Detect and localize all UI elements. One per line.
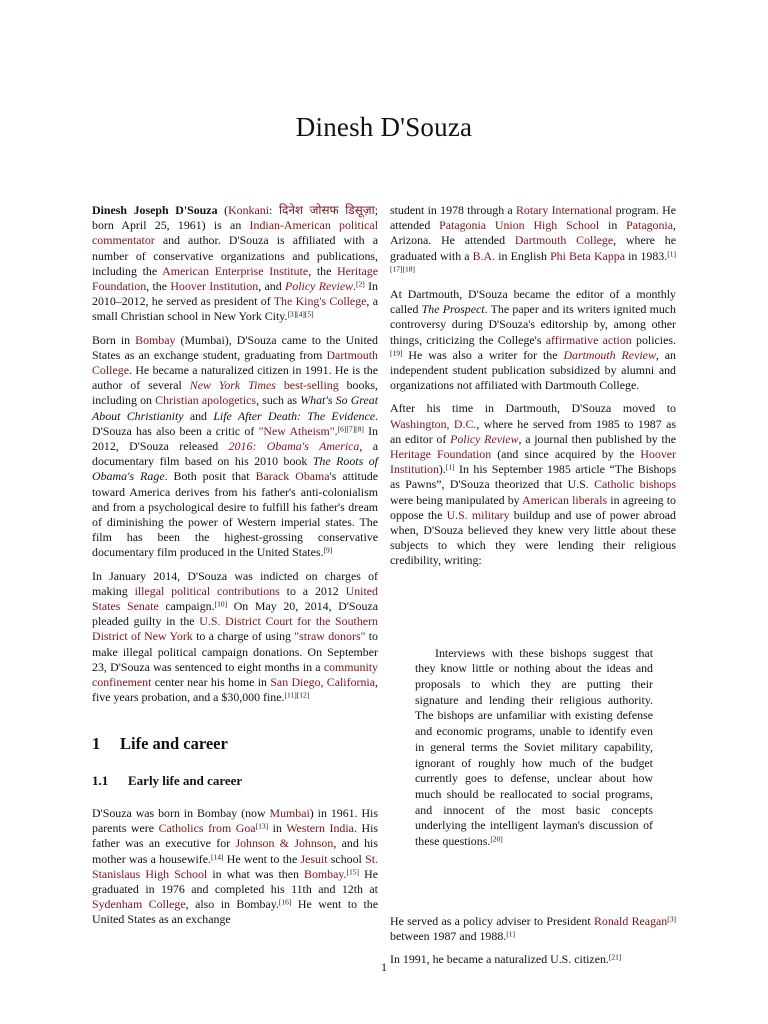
citation[interactable]: [9]: [323, 545, 333, 555]
citation[interactable]: [6][7][8]: [337, 424, 364, 434]
link-bombay-2[interactable]: Bombay: [304, 866, 344, 881]
link-heritage-foundation-2[interactable]: Heritage Foundation: [390, 447, 492, 462]
link-policy-review-2[interactable]: Policy Review: [450, 431, 519, 446]
education-paragraph: student in 1978 through a Rotary International program. He attended Patagonia Union High School in Patagonia, Arizona. He attended Dartmouth College, where he graduated with a B.A. in English Phi Beta Kappa in 1983.[1][17][18]: [390, 203, 676, 274]
citation[interactable]: [2]: [356, 279, 365, 289]
dartmouth-paragraph: At Dartmouth, D'Souza became the editor of a monthly called The Prospect. The paper and its writers ignited much controversy during D'Souza's editorship by, among other things, criticizing the College's affirmative action policies.[19] He was also a writer for the Dartmouth Review, an independent student publication subsidized by alumni and organizations not affiliated with Dartmouth College.: [390, 287, 677, 393]
link-ronald-reagan[interactable]: Ronald Reagan: [593, 913, 668, 928]
link-nyt[interactable]: New York Times: [189, 378, 276, 393]
bio-paragraph: Born in Bombay (Mumbai), D'Souza came to the United States as an exchange student, graduating from Dartmouth College. He became a naturalized citizen in 1991. He is the author of several New York Times best-selling books, including on Christian apologetics, such as What's So Great About Christianity and Life After Death: The Evidence. D'Souza has also been a critic of "New Atheism".[6][7][8] In 2012, D'Souza released 2016: Obama's America, a documentary film based on his 2010 book The Roots of Obama's Rage. Both posit that Barack Obama's attitude toward America derives from his father's anti-colonialism and from a psychological desire to fulfill his father's dream of diminishing the power of Western imperial states. The film has been the highest-grossing conservative documentary film produced in the United States.[9]: [92, 332, 378, 560]
link-hoover-institution-2[interactable]: Hoover Institution: [390, 447, 677, 477]
washington-paragraph: After his time in Dartmouth, D'Souza moved to Washington, D.C., where he served from 1985 to 1987 as an editor of Policy Review, a journal then published by the Heritage Foundation (and since acquired by the Hoover Institution).[1] In his September 1985 article “The Bishops as Pawns”, D'Souza theorized that U.S. Catholic bishops were being manipulated by American liberals in agreeing to oppose the U.S. military buildup and use of power abroad when, D'Souza believed they knew very little about these subjects to which they were lending their religious credibility, writing:: [390, 401, 677, 568]
citation[interactable]: [20]: [490, 834, 503, 844]
citation[interactable]: [14]: [211, 852, 224, 862]
subsection-heading: 1.1 Early life and career: [92, 772, 243, 788]
citation[interactable]: [19]: [390, 348, 403, 358]
citizenship-paragraph: In 1991, he became a naturalized U.S. citizen.[21]: [390, 952, 622, 967]
link-hoover-institution[interactable]: Hoover Institution: [170, 279, 259, 294]
link-district-court[interactable]: U.S. District Court for the Southern District of New York: [92, 614, 378, 644]
citation[interactable]: [15]: [346, 867, 360, 877]
link-patagonia-hs[interactable]: Patagonia Union High School: [439, 218, 600, 233]
citation[interactable]: [13]: [255, 821, 269, 831]
legal-paragraph: In January 2014, D'Souza was indicted on charges of making illegal political contributions to a 2012 United States Senate campaign.[10] On May 20, 2014, D'Souza pleaded guilty in the U.S. District Court for the Southern District of New York to a charge of using "straw donors" to make illegal political campaign donations. On September 23, D'Souza was sentenced to eight months in a community confinement center near his home in San Diego, California, five years probation, and a $30,000 fine.[11][12]: [92, 568, 378, 705]
link-policy-review[interactable]: Policy Review: [285, 279, 354, 294]
link-us-military[interactable]: U.S. military: [446, 507, 510, 522]
link-bombay[interactable]: Bombay: [135, 332, 176, 347]
intro-paragraph: Dinesh Joseph D'Souza (Konkani: दिनेश जोसफ डिसूज़ा; born April 25, 1961) is an Indian-American political commentator and author. D'Souza is affiliated with a number of conservative organizations and publications, including the American Enterprise Institute, the Heritage Foundation, the Hoover Institution, and Policy Review.[2] In 2010–2012, he served as president of The King's College, a small Christian school in New York City.[3][4][5]: [92, 203, 379, 324]
early-life-paragraph: D'Souza was born in Bombay (now Mumbai) in 1961. His parents were Catholics from Goa[13] in Western India. His father was an executive for Johnson & Johnson, and his mother was a housewife.[14] He went to the Jesuit school St. Stanislaus High School in what was then Bombay.[15] He graduated in 1976 and completed his 11th and 12th at Sydenham College, also in Bombay.[16] He went to the United States as an exchange: [92, 805, 379, 927]
link-kings-college[interactable]: The King's College: [273, 294, 367, 309]
link-affirmative-action[interactable]: affirmative action: [545, 332, 632, 347]
right-column: [390, 203, 676, 975]
link-ba[interactable]: B.A.: [472, 248, 496, 263]
link-dartmouth-review[interactable]: Dartmouth Review: [563, 347, 656, 362]
link-indian-american[interactable]: Indian-American: [249, 218, 331, 233]
link-phi-beta-kappa[interactable]: Phi Beta Kappa: [550, 248, 625, 263]
link-jesuit[interactable]: Jesuit: [300, 851, 328, 866]
link-rotary[interactable]: Rotary International: [515, 203, 613, 217]
citation[interactable]: [1]: [506, 929, 515, 939]
link-us-senate[interactable]: United States Senate: [92, 583, 378, 614]
link-new-atheism[interactable]: "New Atheism": [258, 423, 335, 438]
citation[interactable]: [10]: [214, 599, 228, 609]
link-native-name[interactable]: दिनेश जोसफ डिसूज़ा: [278, 203, 375, 217]
link-dartmouth-college-2[interactable]: Dartmouth College: [514, 233, 614, 248]
citation[interactable]: [3]: [667, 914, 676, 924]
citation[interactable]: [21]: [608, 952, 622, 962]
left-column: [92, 203, 378, 936]
link-illegal-contributions[interactable]: illegal political contributions: [134, 583, 280, 598]
link-konkani[interactable]: Konkani: [228, 203, 270, 217]
link-2016-obamas-america[interactable]: 2016: Obama's America: [228, 439, 360, 454]
citation[interactable]: [11][12]: [284, 690, 310, 700]
link-dartmouth-college[interactable]: Dartmouth College: [92, 347, 378, 378]
link-barack-obama[interactable]: Barack Obama: [255, 469, 330, 484]
link-st-stanislaus[interactable]: St. Stanislaus High School: [92, 851, 378, 881]
link-mumbai[interactable]: Mumbai: [269, 805, 310, 820]
page-number: 1: [381, 960, 387, 974]
citation[interactable]: [16]: [278, 897, 292, 907]
link-aei[interactable]: American Enterprise Institute: [162, 263, 309, 278]
link-heritage-foundation[interactable]: Heritage Foundation: [92, 263, 378, 294]
citation[interactable]: [1][17][18]: [390, 249, 676, 274]
link-washington-dc[interactable]: Washington, D.C.: [390, 416, 477, 431]
citation[interactable]: [1]: [445, 462, 455, 472]
link-christian-apologetics[interactable]: Christian apologetics: [155, 393, 257, 408]
section-heading: 1 Life and career: [92, 733, 228, 753]
page-title: Dinesh D'Souza: [295, 112, 473, 142]
link-catholic-bishops[interactable]: Catholic bishops: [594, 477, 676, 492]
link-american-liberals[interactable]: American liberals: [522, 492, 608, 507]
link-catholics-goa[interactable]: Catholics from Goa: [158, 821, 256, 836]
link-community-confinement[interactable]: community confinement: [92, 659, 378, 690]
block-quote: Interviews with these bishops suggest that they know little or nothing about the ideas and proposals to which they are putting their signature and lending their religious authority. The bishops are unfamiliar with existing defense and economic programs, unable to identify even in general terms the Soviet military capability, ignorant of roughly how much of the budget currently goes to defense, unclear about how much should be reallocated to social programs, and innocent of the most basic concepts underlying the intelligent layman's discussion of these questions.[20]: [415, 645, 653, 849]
link-political-commentator[interactable]: political commentator: [92, 218, 378, 248]
link-patagonia[interactable]: Patagonia: [626, 218, 674, 233]
link-san-diego[interactable]: San Diego, California: [270, 675, 375, 690]
citation[interactable]: [3][4][5]: [287, 309, 314, 319]
reagan-paragraph: He served as a policy adviser to President Ronald Reagan[3] between 1987 and 1988.[1]: [390, 913, 676, 944]
link-best-selling[interactable]: best-selling: [283, 378, 339, 393]
link-johnson-johnson[interactable]: Johnson & Johnson: [235, 836, 334, 851]
link-straw-donors[interactable]: "straw donors": [294, 629, 366, 644]
link-sydenham-college[interactable]: Sydenham College: [92, 897, 186, 912]
link-western-india[interactable]: Western India: [286, 821, 354, 836]
